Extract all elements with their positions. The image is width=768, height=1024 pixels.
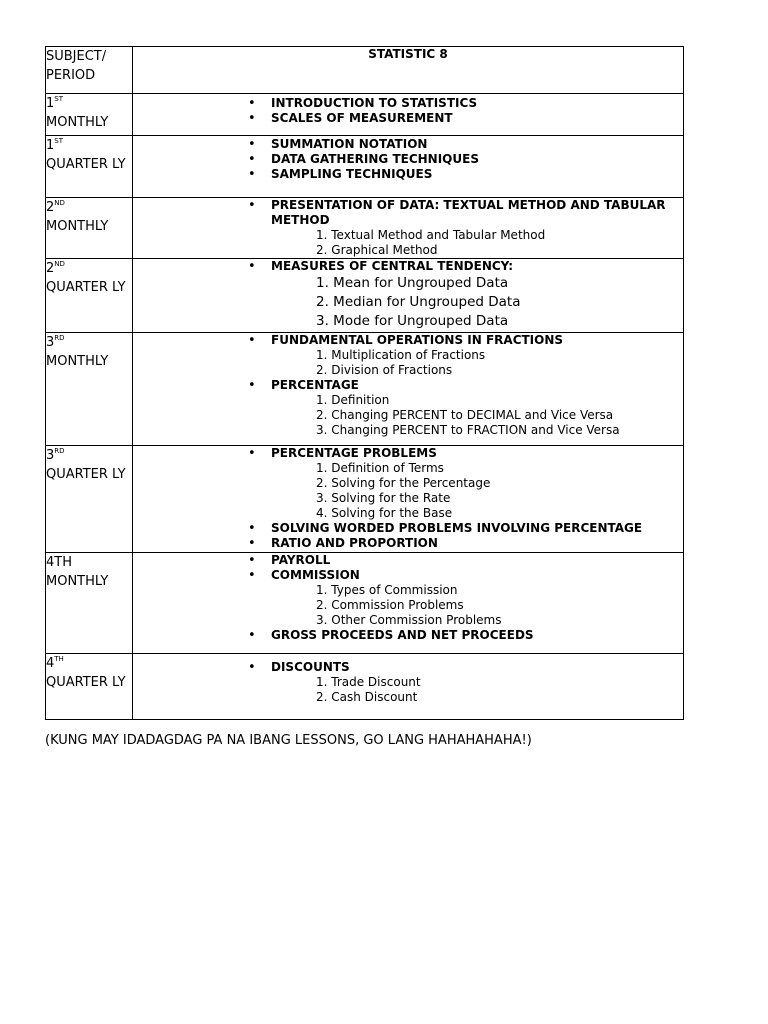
topic-bullet: • PRESENTATION OF DATA: TEXTUAL METHOD AND TABULAR METHOD [133, 198, 683, 228]
topics-cell [133, 553, 684, 654]
period-ordinal-suffix: RD [54, 334, 65, 342]
period-ordinal-suffix: ST [54, 95, 64, 103]
period-row [46, 333, 684, 446]
subtopic-item: 4. Solving for the Base [316, 506, 453, 520]
period-row [46, 654, 684, 720]
period-cell [46, 553, 133, 654]
topic-bullet: • SCALES OF MEASUREMENT [133, 111, 683, 126]
topics-cell [133, 198, 684, 259]
period-ordinal-suffix: ND [54, 199, 65, 207]
period-row [46, 94, 684, 136]
period-term: QUARTER LY [46, 157, 126, 172]
period-cell [46, 333, 133, 446]
subject-title: STATISTIC 8 [133, 47, 684, 94]
subtopic-item: 1. Mean for Ungrouped Data [316, 275, 509, 291]
period-term: QUARTER LY [46, 467, 126, 482]
period-row [46, 553, 684, 654]
period-cell [46, 136, 133, 198]
period-header: SUBJECT/ PERIOD [46, 47, 133, 94]
topic-bullet: • DISCOUNTS [133, 660, 683, 675]
period-cell [46, 259, 133, 333]
subtopic-item: 2. Median for Ungrouped Data [316, 294, 521, 310]
subtopic-item: 3. Solving for the Rate [316, 491, 451, 505]
subtopic-item: 1. Trade Discount [316, 675, 421, 689]
subtopic-item: 2. Graphical Method [316, 243, 438, 257]
period-ordinal: 4TH [46, 555, 72, 570]
topics-cell [133, 94, 684, 136]
period-cell [46, 94, 133, 136]
topic-bullet: • DATA GATHERING TECHNIQUES [133, 152, 683, 167]
subtopic-item: 1. Definition of Terms [316, 461, 444, 475]
period-cell [46, 198, 133, 259]
period-row [46, 198, 684, 259]
period-row [46, 136, 684, 198]
topic-bullet: • RATIO AND PROPORTION [133, 536, 683, 551]
period-term: MONTHLY [46, 354, 109, 369]
syllabus-table [45, 46, 684, 720]
period-cell [46, 446, 133, 553]
footer-note: (KUNG MAY IDADAGDAG PA NA IBANG LESSONS, GO LANG HAHAHAHAHA!) [45, 733, 532, 748]
topic-bullet: • INTRODUCTION TO STATISTICS [133, 96, 683, 111]
topic-bullet: • SUMMATION NOTATION [133, 137, 683, 152]
subtopic-item: 1. Multiplication of Fractions [316, 348, 486, 362]
period-ordinal-suffix: RD [54, 447, 65, 455]
period-term: QUARTER LY [46, 675, 126, 690]
topics-cell [133, 259, 684, 333]
period-ordinal: 4 [46, 656, 55, 671]
topic-bullet: • COMMISSION [133, 568, 683, 583]
period-ordinal: 1 [46, 96, 55, 111]
topics-cell [133, 654, 684, 720]
subtopic-item: 2. Changing PERCENT to DECIMAL and Vice Versa [316, 408, 614, 422]
subtopic-item: 1. Textual Method and Tabular Method [316, 228, 546, 242]
period-term: QUARTER LY [46, 280, 126, 295]
subtopic-item: 1. Types of Commission [316, 583, 458, 597]
period-row [46, 446, 684, 553]
topic-bullet: • SAMPLING TECHNIQUES [133, 167, 683, 182]
subtopic-item: 3. Changing PERCENT to FRACTION and Vice Versa [316, 423, 620, 437]
subtopic-item: 2. Cash Discount [316, 690, 418, 704]
topics-cell [133, 333, 684, 446]
subtopic-item: 2. Solving for the Percentage [316, 476, 491, 490]
period-ordinal: 1 [46, 138, 55, 153]
topic-bullet: • PERCENTAGE PROBLEMS [133, 446, 683, 461]
subtopic-item: 2. Commission Problems [316, 598, 464, 612]
topic-bullet: • PERCENTAGE [133, 378, 683, 393]
topic-bullet: • MEASURES OF CENTRAL TENDENCY: [133, 259, 683, 274]
subtopic-item: 1. Definition [316, 393, 390, 407]
topics-cell [133, 446, 684, 553]
topic-bullet: • FUNDAMENTAL OPERATIONS IN FRACTIONS [133, 333, 683, 348]
period-ordinal-suffix: ST [54, 137, 64, 145]
topic-bullet: • PAYROLL [133, 553, 683, 568]
header-row [46, 47, 684, 94]
period-row [46, 259, 684, 333]
period-cell [46, 654, 133, 720]
topic-bullet: • GROSS PROCEEDS AND NET PROCEEDS [133, 628, 683, 643]
period-ordinal-suffix: TH [54, 655, 64, 663]
period-ordinal: 3 [46, 448, 55, 463]
period-term: MONTHLY [46, 115, 109, 130]
subtopic-item: 2. Division of Fractions [316, 363, 453, 377]
period-ordinal: 2 [46, 261, 55, 276]
period-ordinal-suffix: ND [54, 260, 65, 268]
period-ordinal: 3 [46, 335, 55, 350]
topics-cell [133, 136, 684, 198]
period-term: MONTHLY [46, 219, 109, 234]
topic-bullet: • SOLVING WORDED PROBLEMS INVOLVING PERCENTAGE [133, 521, 683, 536]
period-term: MONTHLY [46, 574, 109, 589]
period-ordinal: 2 [46, 200, 55, 215]
subtopic-item: 3. Other Commission Problems [316, 613, 502, 627]
subtopic-item: 3. Mode for Ungrouped Data [316, 313, 509, 329]
